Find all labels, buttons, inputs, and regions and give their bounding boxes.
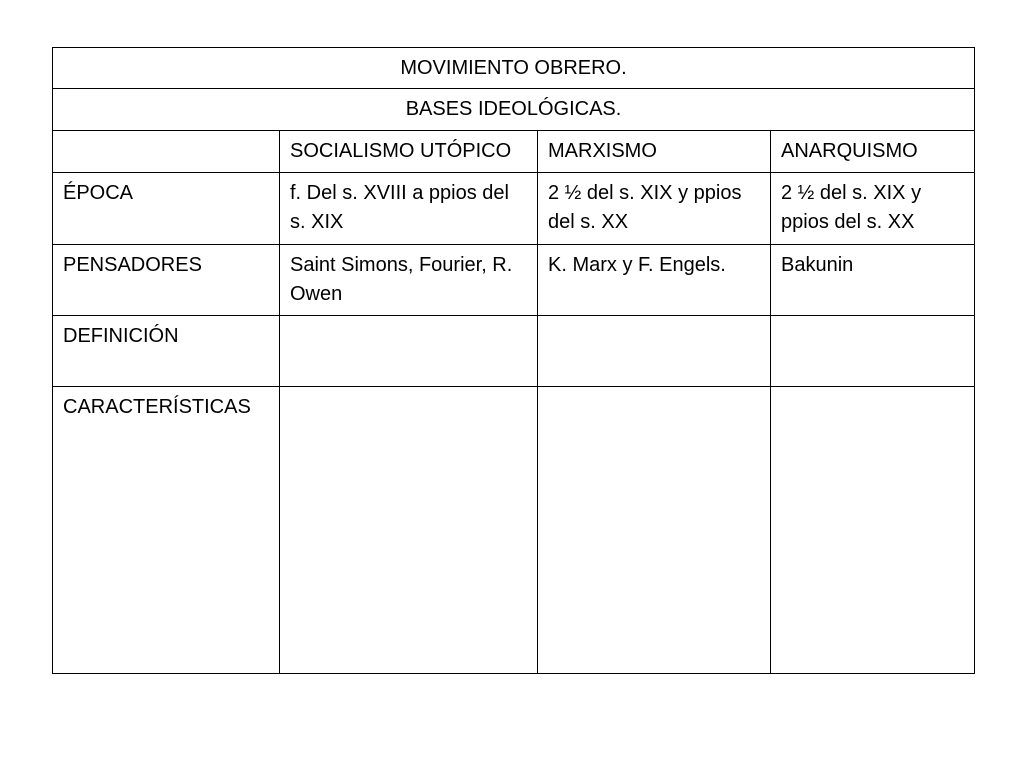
cell-epoca-marxismo: 2 ½ del s. XIX y ppios del s. XX [538,173,771,245]
cell-caracteristicas-anarquismo [771,387,975,674]
table-row-pensadores [53,245,975,316]
row-label-caracteristicas: CARACTERÍSTICAS [53,387,280,674]
cell-definicion-marxismo [538,316,771,387]
header-row [53,131,975,173]
row-label-definicion: DEFINICIÓN [53,316,280,387]
header-cell-anarquismo: ANARQUISMO [771,131,975,173]
header-cell-marxismo: MARXISMO [538,131,771,173]
cell-epoca-anarquismo: 2 ½ del s. XIX y ppios del s. XX [771,173,975,245]
header-cell-socialismo-utopico: SOCIALISMO UTÓPICO [280,131,538,173]
cell-pensadores-anarquismo: Bakunin [771,245,975,316]
comparison-table [52,47,975,674]
cell-definicion-socialismo [280,316,538,387]
header-cell-empty [53,131,280,173]
table-subtitle: BASES IDEOLÓGICAS. [53,89,975,131]
cell-caracteristicas-marxismo [538,387,771,674]
cell-epoca-socialismo: f. Del s. XVIII a ppios del s. XIX [280,173,538,245]
cell-caracteristicas-socialismo [280,387,538,674]
table-title: MOVIMIENTO OBRERO. [53,48,975,89]
title-row [53,48,975,89]
subtitle-row [53,89,975,131]
cell-pensadores-marxismo: K. Marx y F. Engels. [538,245,771,316]
table-row-epoca [53,173,975,245]
row-label-epoca: ÉPOCA [53,173,280,245]
cell-pensadores-socialismo: Saint Simons, Fourier, R. Owen [280,245,538,316]
table-row-definicion [53,316,975,387]
cell-definicion-anarquismo [771,316,975,387]
row-label-pensadores: PENSADORES [53,245,280,316]
table-row-caracteristicas [53,387,975,674]
